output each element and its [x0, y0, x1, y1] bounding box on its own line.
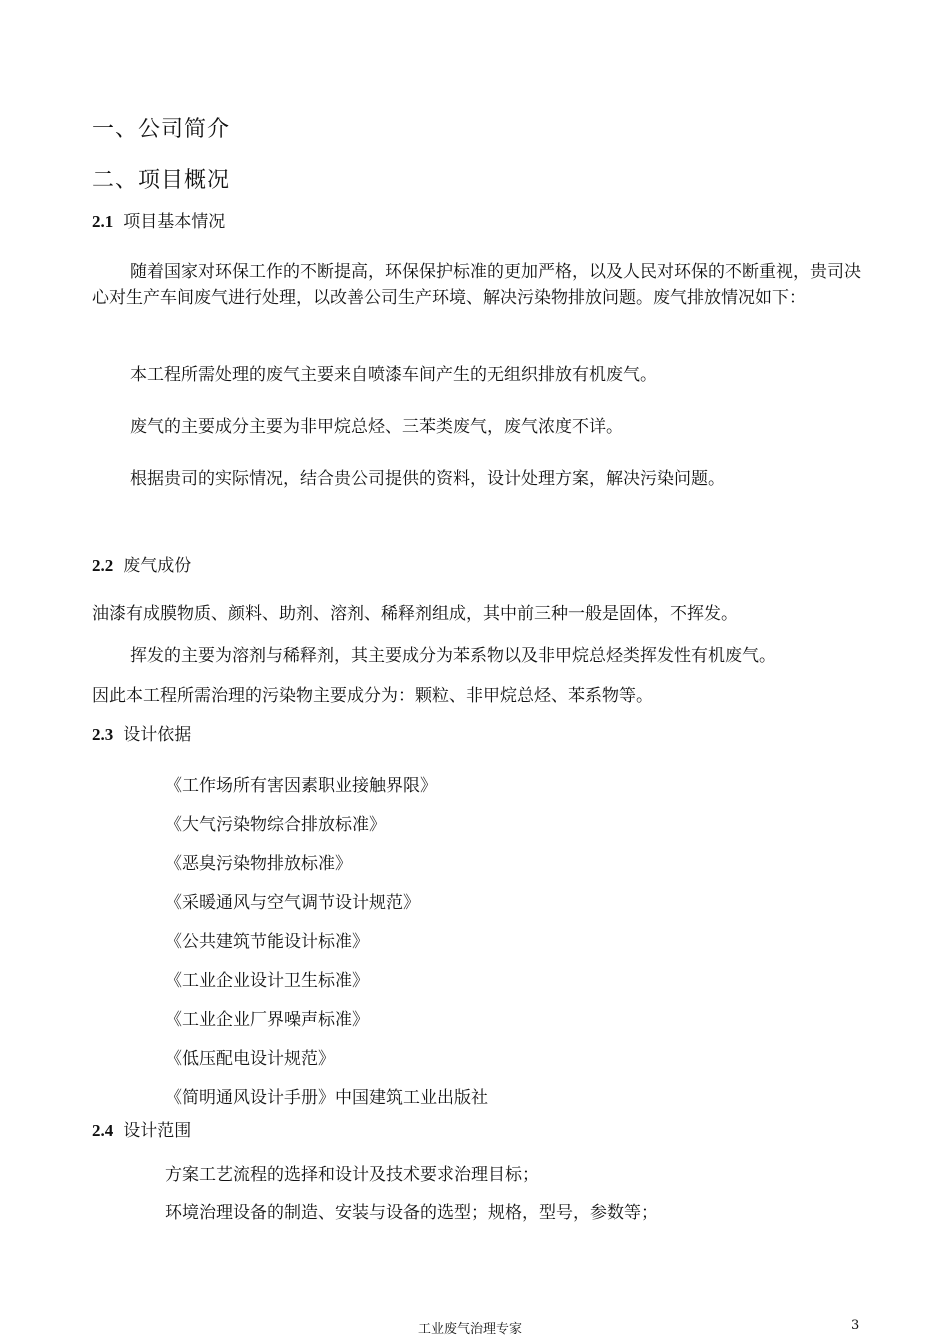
section-number: 2.2: [92, 556, 114, 575]
section-number: 2.1: [92, 212, 114, 231]
reference-item: 《简明通风设计手册》中国建筑工业出版社: [165, 1088, 488, 1108]
exhaust-composition-paragraph: 废气的主要成分主要为非甲烷总烃、三苯类废气，废气浓度不详。: [130, 417, 623, 437]
section-title: 设计依据: [123, 725, 192, 745]
section-title: 设计范围: [123, 1121, 192, 1141]
section-number: 2.4: [92, 1121, 114, 1140]
reference-item: 《低压配电设计规范》: [165, 1049, 335, 1069]
section-number: 2.3: [92, 725, 114, 744]
project-intro-paragraph: 随着国家对环保工作的不断提高，环保保护标准的更加严格，以及人民对环保的不断重视，贵司决心对生产车间废气进行处理，以改善公司生产环境、解决污染物排放问题。废气排放情况如下：: [92, 262, 861, 308]
exhaust-source-paragraph: 本工程所需处理的废气主要来自喷漆车间产生的无组织排放有机废气。: [130, 365, 657, 385]
design-approach-paragraph: 根据贵司的实际情况，结合贵公司提供的资料，设计处理方案，解决污染问题。: [130, 469, 725, 489]
section-2-1-heading: [92, 207, 225, 232]
scope-item: 环境治理设备的制造、安装与设备的选型；规格，型号，参数等；: [165, 1203, 658, 1223]
pollutants-paragraph: 因此本工程所需治理的污染物主要成分为：颗粒、非甲烷总烃、苯系物等。: [92, 686, 653, 706]
reference-item: 《公共建筑节能设计标准》: [165, 932, 369, 952]
section-2-3-heading: [92, 720, 191, 745]
reference-item: 《恶臭污染物排放标准》: [165, 854, 352, 874]
footer-text: 工业废气治理专家: [418, 1322, 523, 1337]
reference-item: 《工业企业设计卫生标准》: [165, 971, 369, 991]
section-2-2-heading: [92, 551, 191, 576]
paint-composition-paragraph: 油漆有成膜物质、颜料、助剂、溶剂、稀释剂组成，其中前三种一般是固体，不挥发。: [92, 604, 738, 624]
reference-item: 《工作场所有害因素职业接触界限》: [165, 776, 437, 796]
scope-item: 方案工艺流程的选择和设计及技术要求治理目标；: [165, 1165, 539, 1185]
section-title: 项目基本情况: [123, 212, 226, 232]
page-number: 3: [851, 1318, 860, 1333]
reference-item: 《采暖通风与空气调节设计规范》: [165, 893, 420, 913]
heading-company-intro: 一、公司简介: [92, 117, 231, 142]
heading-project-overview: 二、项目概况: [92, 168, 231, 193]
reference-item: 《大气污染物综合排放标准》: [165, 815, 386, 835]
reference-item: 《工业企业厂界噪声标准》: [165, 1010, 369, 1030]
section-title: 废气成份: [123, 556, 192, 576]
volatile-components-paragraph: 挥发的主要为溶剂与稀释剂，其主要成分为苯系物以及非甲烷总烃类挥发性有机废气。: [130, 646, 776, 666]
section-2-4-heading: [92, 1116, 191, 1141]
